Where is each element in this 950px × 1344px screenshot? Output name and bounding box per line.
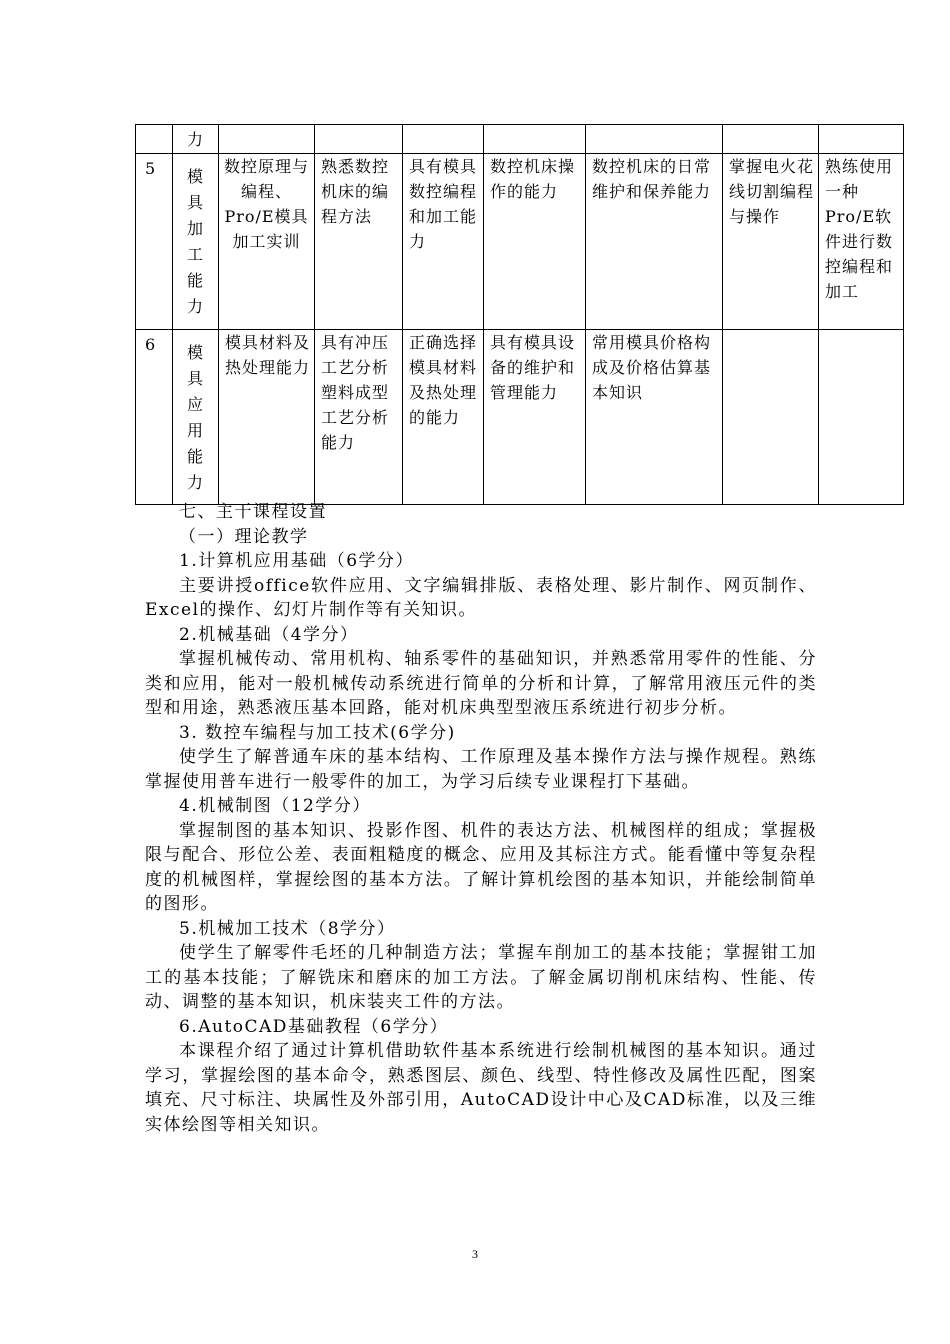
category-char: 应 [187, 395, 205, 414]
table-cell: 熟悉数控机床的编程方法 [315, 154, 403, 330]
table-cell [586, 125, 723, 154]
table-cell [723, 330, 819, 505]
table-cell [723, 125, 819, 154]
table-cell: 力 [173, 125, 219, 154]
course-description: 掌握机械传动、常用机构、轴系零件的基础知识，并熟悉常用零件的性能、分类和应用，能对一般机械传动系统进行简单的分析和计算，了解常用液压元件的类型和用途，熟悉液压基本回路，能对机床典型型液压系统进行初步分析。 [145, 649, 817, 718]
row-category [173, 154, 219, 330]
row-number: 5 [136, 154, 173, 330]
course-description: 本课程介绍了通过计算机借助软件基本系统进行绘制机械图的基本知识。通过学习，掌握绘图的基本命令，熟悉图层、颜色、线型、特性修改及属性匹配，图案填充、尺寸标注、块属性及外部引用，AutoCAD设计中心及CAD标准，以及三维实体绘图等相关知识。 [145, 1041, 817, 1135]
category-char: 模 [187, 343, 205, 362]
table-cell: 掌握电火花线切割编程与操作 [723, 154, 819, 330]
table-cell: 具有冲压工艺分析塑料成型工艺分析能力 [315, 330, 403, 505]
course-description: 掌握制图的基本知识、投影作图、机件的表达方法、机械图样的组成；掌握极限与配合、形位公差、表面粗糙度的概念、应用及其标注方式。能看懂中等复杂程度的机械图样，掌握绘图的基本方法。了解计算机绘图的基本知识，并能绘制简单的图形。 [145, 820, 817, 914]
table-cell [819, 330, 904, 505]
course-title: 6.AutoCAD基础教程（6学分） [179, 1016, 449, 1037]
table-cell: 具有模具数控编程和加工能力 [403, 154, 484, 330]
table-cell: 具有模具设备的维护和管理能力 [484, 330, 586, 505]
page-number: 3 [472, 1247, 478, 1261]
table-row [136, 330, 904, 505]
table-cell: 数控机床的日常维护和保养能力 [586, 154, 723, 330]
category-char: 具 [187, 369, 205, 388]
course-description: 使学生了解普通车床的基本结构、工作原理及基本操作方法与操作规程。熟练掌握使用普车进行一般零件的加工，为学习后续专业课程打下基础。 [145, 747, 817, 792]
category-char: 力 [187, 473, 205, 492]
course-title: 4.机械制图（12学分） [179, 796, 371, 816]
row-category [173, 330, 219, 505]
table-cell [136, 125, 173, 154]
table-row [136, 154, 904, 330]
curriculum-section [145, 500, 817, 1137]
section-title: 七、主干课程设置 [179, 502, 327, 522]
table-cell [403, 125, 484, 154]
category-char: 具 [187, 193, 205, 212]
table-cell: 熟练使用一种Pro/E软件进行数控编程和加工 [819, 154, 904, 330]
category-char: 用 [187, 421, 205, 440]
course-description: 主要讲授office软件应用、文字编辑排版、表格处理、影片制作、网页制作、Excel的操作、幻灯片制作等有关知识。 [145, 575, 817, 620]
course-title: 1.计算机应用基础（6学分） [179, 551, 415, 571]
category-char: 模 [187, 167, 205, 186]
course-title: 5.机械加工技术（8学分） [179, 918, 396, 939]
category-char: 力 [187, 297, 205, 316]
table-cell [219, 125, 315, 154]
category-char: 工 [187, 245, 205, 264]
table-cell [315, 125, 403, 154]
category-char: 能 [187, 447, 205, 466]
table-cell: 模具材料及热处理能力 [219, 330, 315, 505]
course-description: 使学生了解零件毛坯的几种制造方法；掌握车削加工的基本技能；掌握钳工加工的基本技能；了解铣床和磨床的加工方法。了解金属切削机床结构、性能、传动、调整的基本知识，机床装夹工件的方法。 [145, 943, 817, 1012]
row-number: 6 [136, 330, 173, 505]
competency-table [135, 124, 904, 505]
table-cell [484, 125, 586, 154]
table-cell [819, 125, 904, 154]
table-cell: 正确选择模具材料及热处理的能力 [403, 330, 484, 505]
table-row-continued [136, 125, 904, 154]
course-title: 3. 数控车编程与加工技术(6学分) [179, 722, 456, 743]
subsection-title: （一）理论教学 [179, 526, 309, 547]
table-cell: 常用模具价格构成及价格估算基本知识 [586, 330, 723, 505]
table-cell: 数控原理与编程、Pro/E模具加工实训 [219, 154, 315, 330]
category-char: 能 [187, 271, 205, 290]
table-cell: 数控机床操作的能力 [484, 154, 586, 330]
category-char: 加 [187, 219, 205, 238]
course-title: 2.机械基础（4学分） [179, 624, 359, 645]
